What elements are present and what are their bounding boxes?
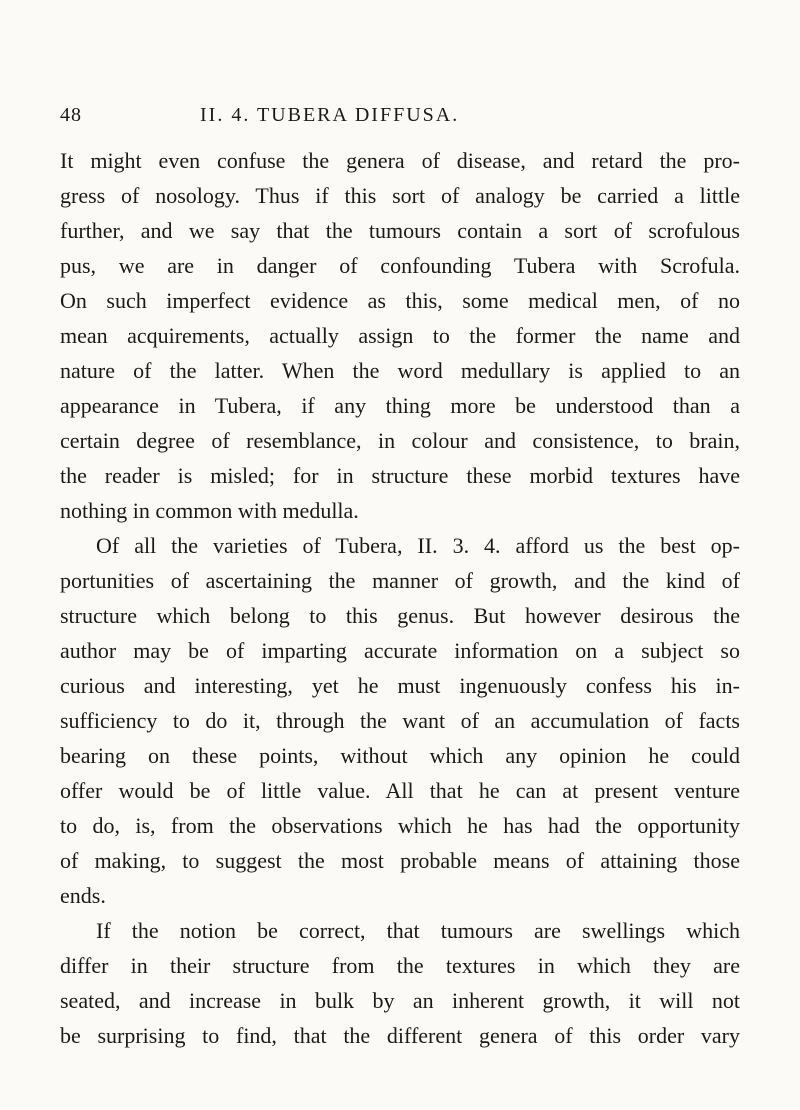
- paragraph: [60, 528, 740, 913]
- text-line: gress of nosology. Thus if this sort of analogy be carried a little: [60, 183, 740, 208]
- text-line: nature of the latter. When the word medullary is applied to an: [60, 358, 740, 383]
- body-text: [60, 143, 740, 1053]
- text-line: of making, to suggest the most probable means of attaining those: [60, 848, 740, 873]
- text-line: structure which belong to this genus. But however desirous the: [60, 603, 740, 628]
- text-line: portunities of ascertaining the manner of growth, and the kind of: [60, 568, 740, 593]
- text-line: If the notion be correct, that tumours are swellings which: [96, 918, 740, 943]
- text-line: further, and we say that the tumours contain a sort of scrofulous: [60, 218, 740, 243]
- text-line: be surprising to find, that the different genera of this order vary: [60, 1023, 740, 1048]
- page-number: 48: [60, 104, 82, 126]
- text-line: pus, we are in danger of confounding Tubera with Scrofula.: [60, 253, 740, 278]
- text-line: On such imperfect evidence as this, some medical men, of no: [60, 288, 740, 313]
- text-line: sufficiency to do it, through the want of an accumulation of facts: [60, 708, 740, 733]
- text-line: bearing on these points, without which any opinion he could: [60, 743, 740, 768]
- paragraph: [60, 913, 740, 1053]
- paragraph: [60, 143, 740, 528]
- text-line: appearance in Tubera, if any thing more be understood than a: [60, 393, 740, 418]
- text-line: to do, is, from the observations which he has had the opportunity: [60, 813, 740, 838]
- text-line: mean acquirements, actually assign to the former the name and: [60, 323, 740, 348]
- text-line: seated, and increase in bulk by an inherent growth, it will not: [60, 988, 740, 1013]
- text-line: the reader is misled; for in structure these morbid textures have: [60, 463, 740, 488]
- text-line: differ in their structure from the textures in which they are: [60, 953, 740, 978]
- page-header: [60, 104, 740, 134]
- running-head: II. 4. TUBERA DIFFUSA.: [200, 104, 460, 126]
- text-line: certain degree of resemblance, in colour and consistence, to brain,: [60, 428, 740, 453]
- text-line: author may be of imparting accurate information on a subject so: [60, 638, 740, 663]
- text-line: Of all the varieties of Tubera, II. 3. 4. afford us the best op-: [96, 533, 740, 558]
- text-line: offer would be of little value. All that he can at present venture: [60, 778, 740, 803]
- text-line: nothing in common with medulla.: [60, 498, 359, 523]
- text-line: It might even confuse the genera of disease, and retard the pro-: [60, 148, 740, 173]
- text-line: curious and interesting, yet he must ingenuously confess his in-: [60, 673, 740, 698]
- text-line: ends.: [60, 883, 106, 908]
